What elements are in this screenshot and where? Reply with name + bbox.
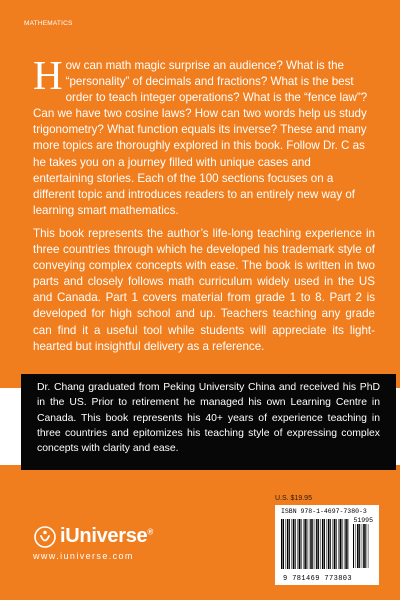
description-paragraph: This book represents the author’s life-long teaching experience in three countries through which he developed his trademark style of conveying complex concepts with ease. The book is written in two parts and closely follows math curriculum widely used in the US and Canada. Part 1 covers material from grade 1 to 8. Part 2 is developed for high school and up. Teachers teaching any grade can find it a useful tool while students will appreciate its light-hearted but insightful delivery as a reference. [33,227,375,353]
addon-barcode-bars [353,524,370,568]
price-label: U.S. $19.95 [275,495,312,502]
publisher-logo [34,525,153,548]
intro-text: ow can math magic surprise an audience? What is the “personality” of decimals and fractions? What is the best order to teach integer operations? What is the “fence law”? Can we have two cosine laws? How can two words help us study trigonometry? What function equals its inverse? These and many more topics are thoroughly explored in this book. Follow Dr. C as he takes you on a journey filled with unique cases and entertaining stories. Each of the 100 sections focuses on a different topic and introduces readers to an entirely new way of learning smart mathematics. [33,59,368,217]
barcode-box [275,505,379,585]
drop-cap: H [33,52,63,98]
ean-digits: 9 781469 773803 [283,575,353,583]
category-label: MATHEMATICS [24,20,73,27]
author-bio: Dr. Chang graduated from Peking University China and received his PhD in the US. Prior to retirement he managed his own Learning Centre in Canada. This book represents his 40+ years of experience teaching in three countries and epitomizes his teaching style of expressing complex concepts with clarity and ease. [21,374,396,470]
iuniverse-logo-icon [34,526,56,548]
addon-code: 51995 [353,517,373,524]
isbn-label: ISBN 978-1-4697-7380-3 [281,508,367,515]
publisher-url: www.iuniverse.com [33,551,134,561]
intro-paragraph [33,52,373,219]
publisher-name: iUniverse® [60,525,153,547]
barcode-bars [281,519,349,569]
